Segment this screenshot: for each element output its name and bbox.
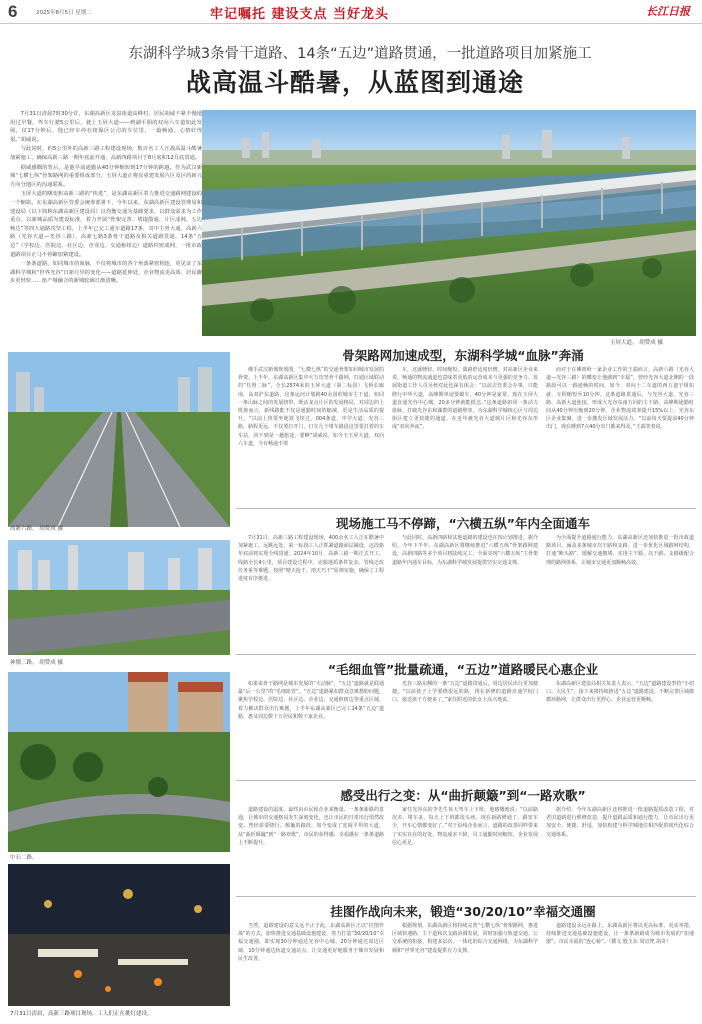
kicker-headline: 东湖科学城3条骨干道路、14条“五边”道路贯通，一批道路项目加紧施工 [128, 46, 592, 62]
highway-illustration [8, 352, 230, 527]
section-divider [236, 896, 696, 897]
section-paragraph: 车，这就睡轻，时间缩短，离路舒适度倍增。对高新区企业来说，畅通的物流通道也意味着更低的运营成本与更强的竞争力。发展街道工作人员吴秋对此也深有体会：“以前去管委会办事，只能绕行中华大道，高峰期单途要破车，40分钟是家常。现在玉屏大道直通光谷中心城，20多分钟就能抵达。”这条道路如同一条动力血脉，打破光谷东和湖群的道路壁垒，为东湖科学城核心区与周边街区建立更快捷的通道，在近年被光谷大道城片区和光谷东形成“双向奔流”。 [392, 367, 538, 431]
photo-caption: 7月31日清晨，高新三路项目现场，工人们正在挑灯建设。 [10, 1011, 153, 1017]
intro-paragraph: 一条条道路，如同城市的血脉，不仅将城市的各个角落紧密相连，更见证了东湖科学城和“世界光谷”日新月异的变化——道路延伸处，企业物流更高效、居民脚步更轻快……座产城融合的新城轮廓日渐清晰。 [10, 261, 202, 285]
construction-site-photo [8, 864, 230, 1006]
aerial-bridge-illustration [202, 110, 696, 336]
photo-caption: 玉屏大道。 胡赞成 摄 [610, 340, 663, 346]
section-divider [236, 508, 696, 509]
section-title: “毛细血管”批量疏通，“五边”道路暖民心惠企业 [327, 662, 599, 677]
photo-caption: 神墩三路。 胡赞成 摄 [10, 660, 63, 666]
page-date: 2025年8月5日 星期二 [36, 10, 92, 16]
shennong-sanlu-photo [8, 540, 230, 655]
gaoxin-liulu-photo [8, 352, 230, 527]
construction-illustration [8, 864, 230, 1006]
section-column [238, 366, 384, 506]
section-column [546, 680, 694, 778]
intro-article [10, 110, 202, 338]
section-paragraph: 道路建设永远在路上。东湖高新区将以更高标准、更实举措，持续推进交通基础设施建设，让一条条新路成为城市发展的“加速器”、市民幸福的“连心桥”。（撰文 殷玉东 周宜梵 胡奇） [546, 923, 694, 946]
residential-road-illustration [8, 672, 230, 852]
intro-paragraph: 与此同时，约5公里外的高新三路工程建设现场，数百名工人正战高温斗酷暑加紧施工，确保高新三路一期年底前开通、高新四路项目于8月底和12月底贯通。 [10, 146, 202, 161]
section-column [546, 806, 694, 894]
section-paragraph: 家住光谷东的李先生每天驾车上下班，他感慨地说：“以前路况差、堵车多，每天上下班都很头疼。现在新路修通了，路宽车少，开车心情都变好了。”对于沿线企业而言，道路的改善同样带来了实实在在的好处，物流成本下降，员工通勤时间缩短，企业发展信心更足。 [392, 807, 538, 846]
main-headline: 战高温斗酷暑，从蓝图到通途 [185, 68, 524, 97]
section-title: 感受出行之变：从“曲折颠簸”到“一路欢歌” [340, 788, 586, 803]
section-paragraph: 据介绍，今年东湖高新区还将推进一批道路提质改造工程，对老旧道路进行维修改造，提升道路品质和通行能力，让市民出行更加安全、便捷、舒适，加快构建与科学城地位相匹配的现代化综合交通体系。 [546, 807, 694, 838]
section-paragraph: 为全面提升道路通行能力，东湖高新区还加快推进一批市政道路项目，涵盖多条城市次干路和支路，进一步优化区域路网结构，打通“断头路”，缓解交通拥堵，实现主干路、次干路、支路级配合理的路网体系，让城市交通更加顺畅高效。 [546, 535, 694, 566]
page-number: 6 [8, 2, 18, 21]
section-divider [236, 654, 696, 655]
intro-paragraph: 据威感慨的背后，是他早前通勤从40分钟缩短到17分钟的跨越。作为武汉新城“七横七纵”骨架路网的重要组成部分，玉屏大道正将原重建发展片区及区的新兴方向分地区的沟通联系。 [10, 164, 202, 188]
section-column [392, 534, 538, 652]
section-column [392, 806, 538, 894]
section-column [238, 806, 384, 894]
page-header [0, 0, 702, 24]
section-paragraph: 当然，道路建设的意义远不止于此。东湖高新区正以“挂图作战”的方式，加快推进交通基础设施建设，着力打造“30/20/10”幸福交通圈，即实现30分钟通达光谷中心城、20分钟通达周边区域、10分钟通达轨道交通站点，让交通更好地服务于城市发展和民生改善。 [238, 923, 384, 962]
zhonggu-erlu-photo [8, 672, 230, 852]
section-paragraph: 光谷三路东侧的一条“五边”道路贯通后，周边居民出行更加便捷。“以前孩子上学要绕很远的路，现在新修的道路直通学校门口，接送孩子方便多了。”家住附近的张女士高兴地说。 [392, 681, 538, 704]
section-paragraph: 如果说骨干路网是城市发展的“大动脉”，“五边”道路就是联通最“后一公里”的“毛细血管”。“五边”道路紧扣群众急难愁盼问题，聚焦学校边、医院边、社区边、企业边、交通枢纽边等重点区域，着力解决群众出行难题，上半年东湖高新区已完工14条“五边”道路，惠及周边数十万居民和数千家企业。 [238, 681, 384, 720]
section-column [238, 680, 384, 778]
masthead-logo: 长江日报 [646, 5, 690, 18]
photo-caption: 中石二路。 [10, 855, 38, 861]
section-paragraph: 佛手武汉新城规划图，“七横七纵”的交通骨架如同城市发展的骨架。上半年，东湖高新区集中火力攻坚骨干路网，打通区域联动的“任督二脉”。全长2574米的玉屏大道（第二标段）飞桥长廊南，高双沪东道路，这条运河计划跨40余国的城市主干道，如同一条山脉之间的发展纽带，既活龙点片区的发展格局，对周边的上班族而言，新线路能不仅是通勤时间的缩减，更是生活品质的提升。“以前上班要坐地铁飞快过，004条道，中学大道、光谷三路，路程更远。不仅要打开门，打车几个堵车路段这里要打着的车车站，回不到是一趟旅途，要啊”胡威说，如今玉玉屏大道，双向六车道，今有畅通不堵 [238, 367, 384, 447]
intro-paragraph: 玉屏大道的曙变和高新三路的“快进”，是东湖高新区着力推进交通路网建设的一个缩影。在东湖高新区管委会统筹部署下，今年以来，东湖高新区建设管理局和建设局（以下简称东湖高新区建设局）以均衡交通为基础要求，以群众需求为工作重点，以新城品质为建设标准，着力开展“骨架完善、堵提散通、片区成网、五边畅达”等四大通路攻坚工程，上半年已完工通车道路17条，其中主骨大通、高新六路（光谷大道—光谷三路）、高新七路3条骨干道路及相关道路贯通，14条“五边”（学校边、医院边、社区边、企业边、交通枢纽边）道路织密成网，一批市政道路项目正马不停蹄加紧建设。 [10, 191, 202, 258]
section-column [546, 366, 694, 506]
section-title: 骨架路网加速成型，东湖科学城“血脉”奔涌 [342, 348, 584, 363]
yuping-avenue-photo [202, 110, 696, 336]
section-paragraph: 与此同时，高新四路和其他道路的建设也在按计划推进。据介绍，今年下半年，东湖高新区将继续推进“六横五纵”骨架路网建设，高新四路等多个项目将陆续完工，全面实现“六横五纵”主骨架道路年内通车目标，为东湖科学城发展提供坚实交通支撑。 [392, 535, 538, 566]
section-paragraph: 7月31日，高新三路工程建设现场，400余名工人正在酷暑中加紧施工。远眺远处，第一标段工人正抓紧道路面层铺设，这段路年底前将实现全线贯通。2024年10月，高新三路一期正式开工，线路全长4公里，项目建设过程中，克服地质条件复杂、管线迁改任务重等难题，按照“晴天抢干、雨天巧干”原则实施，确保了工程进度有序推进。 [238, 535, 384, 583]
page-slogan: 牢记嘱托 建设支点 当好龙头 [210, 7, 390, 22]
photo-caption: 高新六路。 胡赞成 摄 [10, 526, 63, 532]
section-title: 挂图作战向未来，锻造“30/20/10”幸福交通圈 [330, 904, 596, 919]
section-column [546, 922, 694, 1004]
section-paragraph: 而对于在佛祖岭一家企业工作的王端而言，高新六路（光谷大道—光谷三路）的蝶变让他感到“幸福”。曾经光谷大道北侧的一段路段可以一路通畅的时间，如今，双向十二车道的西方道宇组如就，车程缩短至10分钟。这条道路贯通后，与光谷大道、光谷三路、高新大道连接，形成大光谷东南方向的主干路，高峰期通勤时间从40分钟压缩到20分钟，企业物流效率提升15%以上，光谷东区企业集聚，进一步激发区域发展活力。“以前每天要提前40分钟出门，现在睡到7点40分出门都来得及。”王端笑着说。 [546, 367, 694, 431]
intro-paragraph: 7月31日清晨7时30分许，东湖高新区龙泉街道高峰村，居民胡威不紧不慢地用过早餐，驾车行驶5公里后，驶上玉屏大道——到湖平阳的双向六车道如此发展，仅17分钟后，他已经车停在纽保区公司的车位里，一篇畅通，心情好得很。”胡威说。 [10, 111, 202, 143]
city-road-illustration [8, 540, 230, 655]
section-paragraph: 东湖高新区建设局相关负责人表示，“五边”道路建设坚持“小切口、大民生”，接下来将持续推进“五边”道路建设，不断完善区域微循环路网，让群众出行更舒心、企业运营更顺畅。 [546, 681, 694, 704]
section-column [392, 366, 538, 506]
section-column [238, 922, 384, 1004]
section-column [238, 534, 384, 652]
section-divider [236, 780, 696, 781]
section-paragraph: 根据规划，东湖高新区将持续完善“七横七纵”骨架路网，推进区域快速路、主干道和次支路协调发展，同时加强与轨道交通、公交系统的衔接，构建多层次、一体化的综合交通网络，为东湖科学城和“世界光谷”建设提供有力支撑。 [392, 923, 538, 954]
section-column [546, 534, 694, 652]
section-column [392, 680, 538, 778]
section-title: 现场施工马不停蹄，“六横五纵”年内全面通车 [336, 516, 590, 531]
section-column [392, 922, 538, 1004]
section-paragraph: 道路建设的温度，最终由市民和企业来衡量。一条条新路的贯通，让城市的交通格局发生深刻变化，也让市民的日常出行悄然改变。曾经需要绕行、颠簸的路段，如今变成了宽阔平坦的大道，从“曲折颠簸”到“一路欢歌”，市民的获得感、幸福感在一条条道路上不断提升。 [238, 807, 384, 846]
